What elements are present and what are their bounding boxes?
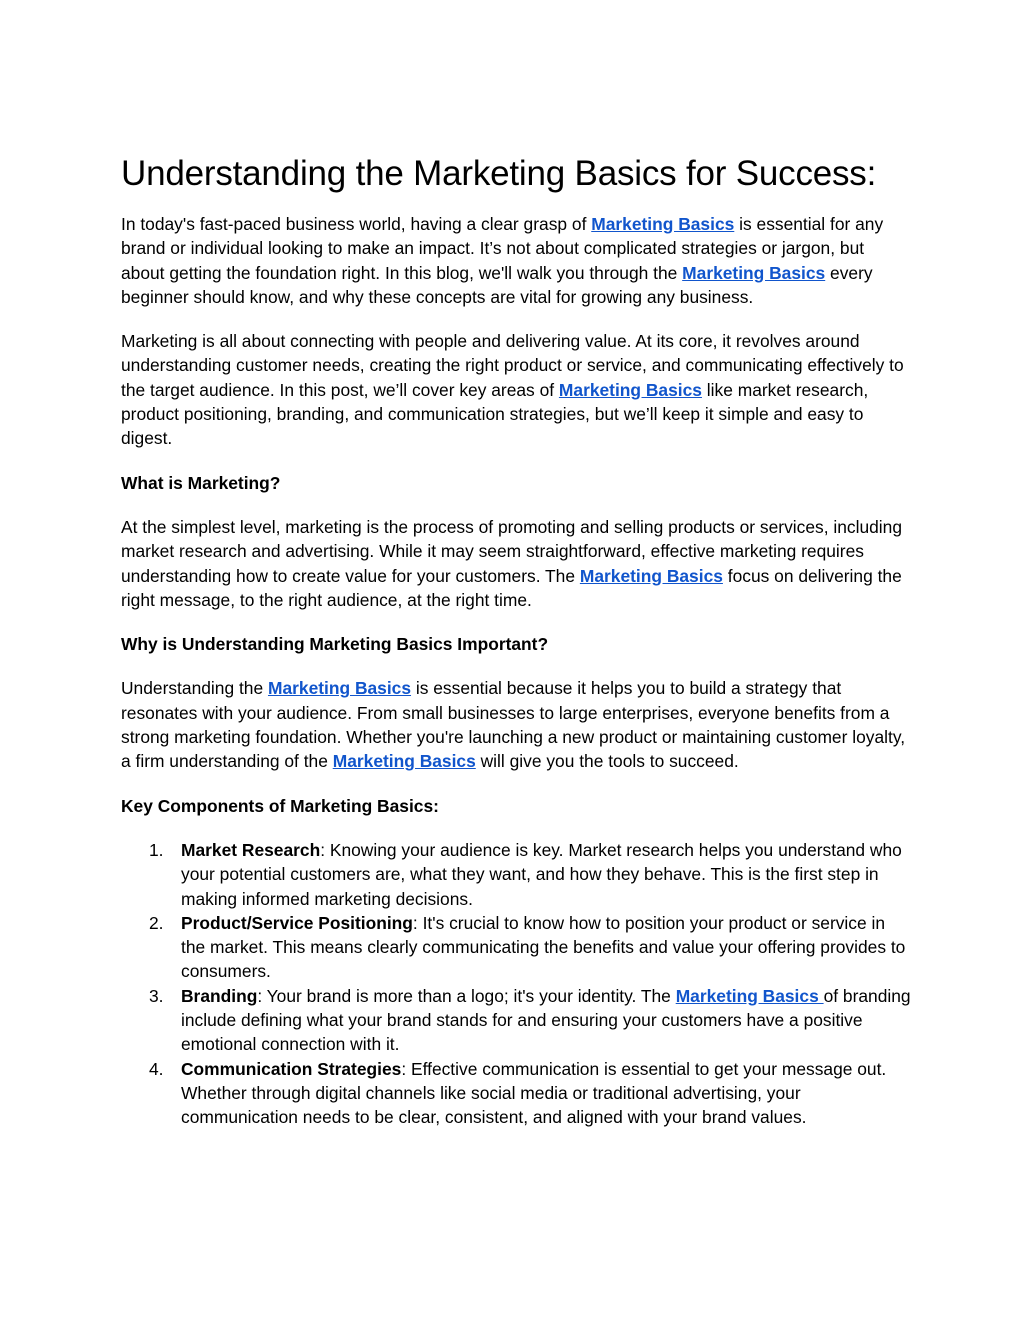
list-text: : Knowing your audience is key. Market research helps you understand who your potential customers are, what they want, and how they behave. This is the first step in making informed marketing decisions.: [181, 839, 902, 909]
list-item: [121, 838, 911, 911]
paragraph-text: like market research, product positioning, branding, and communication strategies, but we’ll keep it simple and easy to digest.: [121, 379, 869, 449]
marketing-basics-link[interactable]: Marketing Basics: [267, 678, 412, 699]
marketing-basics-link[interactable]: Marketing Basics: [332, 751, 476, 772]
list-text: of branding include defining what your brand stands for and ensuring your customers have a positive emotional connection with it.: [181, 985, 911, 1055]
list-text: : Your brand is more than a logo; it's your identity. The: [257, 985, 676, 1006]
paragraph-text: every beginner should know, and why these concepts are vital for growing any business.: [121, 262, 873, 307]
list-number: 1.: [149, 839, 164, 860]
what-paragraph: [121, 515, 911, 612]
list-text: : Effective communication is essential to get your message out. Whether through digital channels like social media or traditional advertising, your communication needs to be clear, consistent, and aligned with your brand values.: [181, 1058, 887, 1128]
paragraph-text: In today's fast-paced business world, having a clear grasp of: [121, 214, 592, 234]
marketing-basics-link[interactable]: Marketing Basics: [682, 262, 826, 283]
paragraph-text: Understanding the: [121, 678, 268, 699]
intro-paragraph: [121, 212, 911, 309]
paragraph-text: focus on delivering the right message, to the right audience, at the right time.: [121, 565, 902, 610]
list-item: [121, 1057, 911, 1130]
list-number: 3.: [149, 985, 164, 1006]
marketing-basics-link[interactable]: Marketing Basics: [558, 379, 702, 400]
section-heading-key: Key Components of Marketing Basics:: [121, 795, 439, 816]
list-term: Market Research: [181, 839, 321, 860]
section-heading-why: Why is Understanding Marketing Basics Important?: [121, 634, 549, 655]
page-title: Understanding the Marketing Basics for Success:: [121, 154, 877, 193]
paragraph-text: At the simplest level, marketing is the process of promoting and selling products or services, including market research and advertising. While it may seem straightforward, effective marketing requires understanding how to create value for your customers. The: [121, 516, 903, 586]
marketing-basics-link[interactable]: Marketing Basics: [579, 565, 723, 586]
marketing-basics-link[interactable]: Marketing Basics: [675, 985, 824, 1006]
list-term: Communication Strategies: [181, 1058, 402, 1079]
marketing-basics-link[interactable]: Marketing Basics: [591, 214, 735, 234]
list-item: [121, 911, 911, 984]
document-body: [121, 152, 911, 1130]
list-term: Product/Service Positioning: [181, 912, 413, 933]
list-number: 4.: [149, 1058, 164, 1079]
list-text: : It's crucial to know how to position your product or service in the market. This means clearly communicating the benefits and value your offering provides to consumers.: [181, 912, 906, 982]
section-heading-what: What is Marketing?: [121, 472, 281, 493]
components-list: [121, 838, 911, 1130]
paragraph-text: is essential for any brand or individual looking to make an impact. It’s not about complicated strategies or jargon, but about getting the foundation right. In this blog, we'll walk you through the: [121, 214, 884, 283]
list-item: [121, 984, 911, 1057]
list-number: 2.: [149, 912, 164, 933]
paragraph-text: is essential because it helps you to build a strategy that resonates with your audience. From small businesses to large enterprises, everyone benefits from a strong marketing foundation. Whether you're launching a new product or maintaining customer loyalty, a firm understanding of the: [121, 678, 906, 772]
paragraph-text: will give you the tools to succeed.: [475, 751, 739, 772]
why-paragraph: [121, 676, 911, 773]
overview-paragraph: [121, 329, 911, 450]
paragraph-text: Marketing is all about connecting with people and delivering value. At its core, it revolves around understanding customer needs, creating the right product or service, and communicating effectively to the target audience. In this post, we’ll cover key areas of: [121, 331, 904, 400]
list-term: Branding: [181, 985, 258, 1006]
